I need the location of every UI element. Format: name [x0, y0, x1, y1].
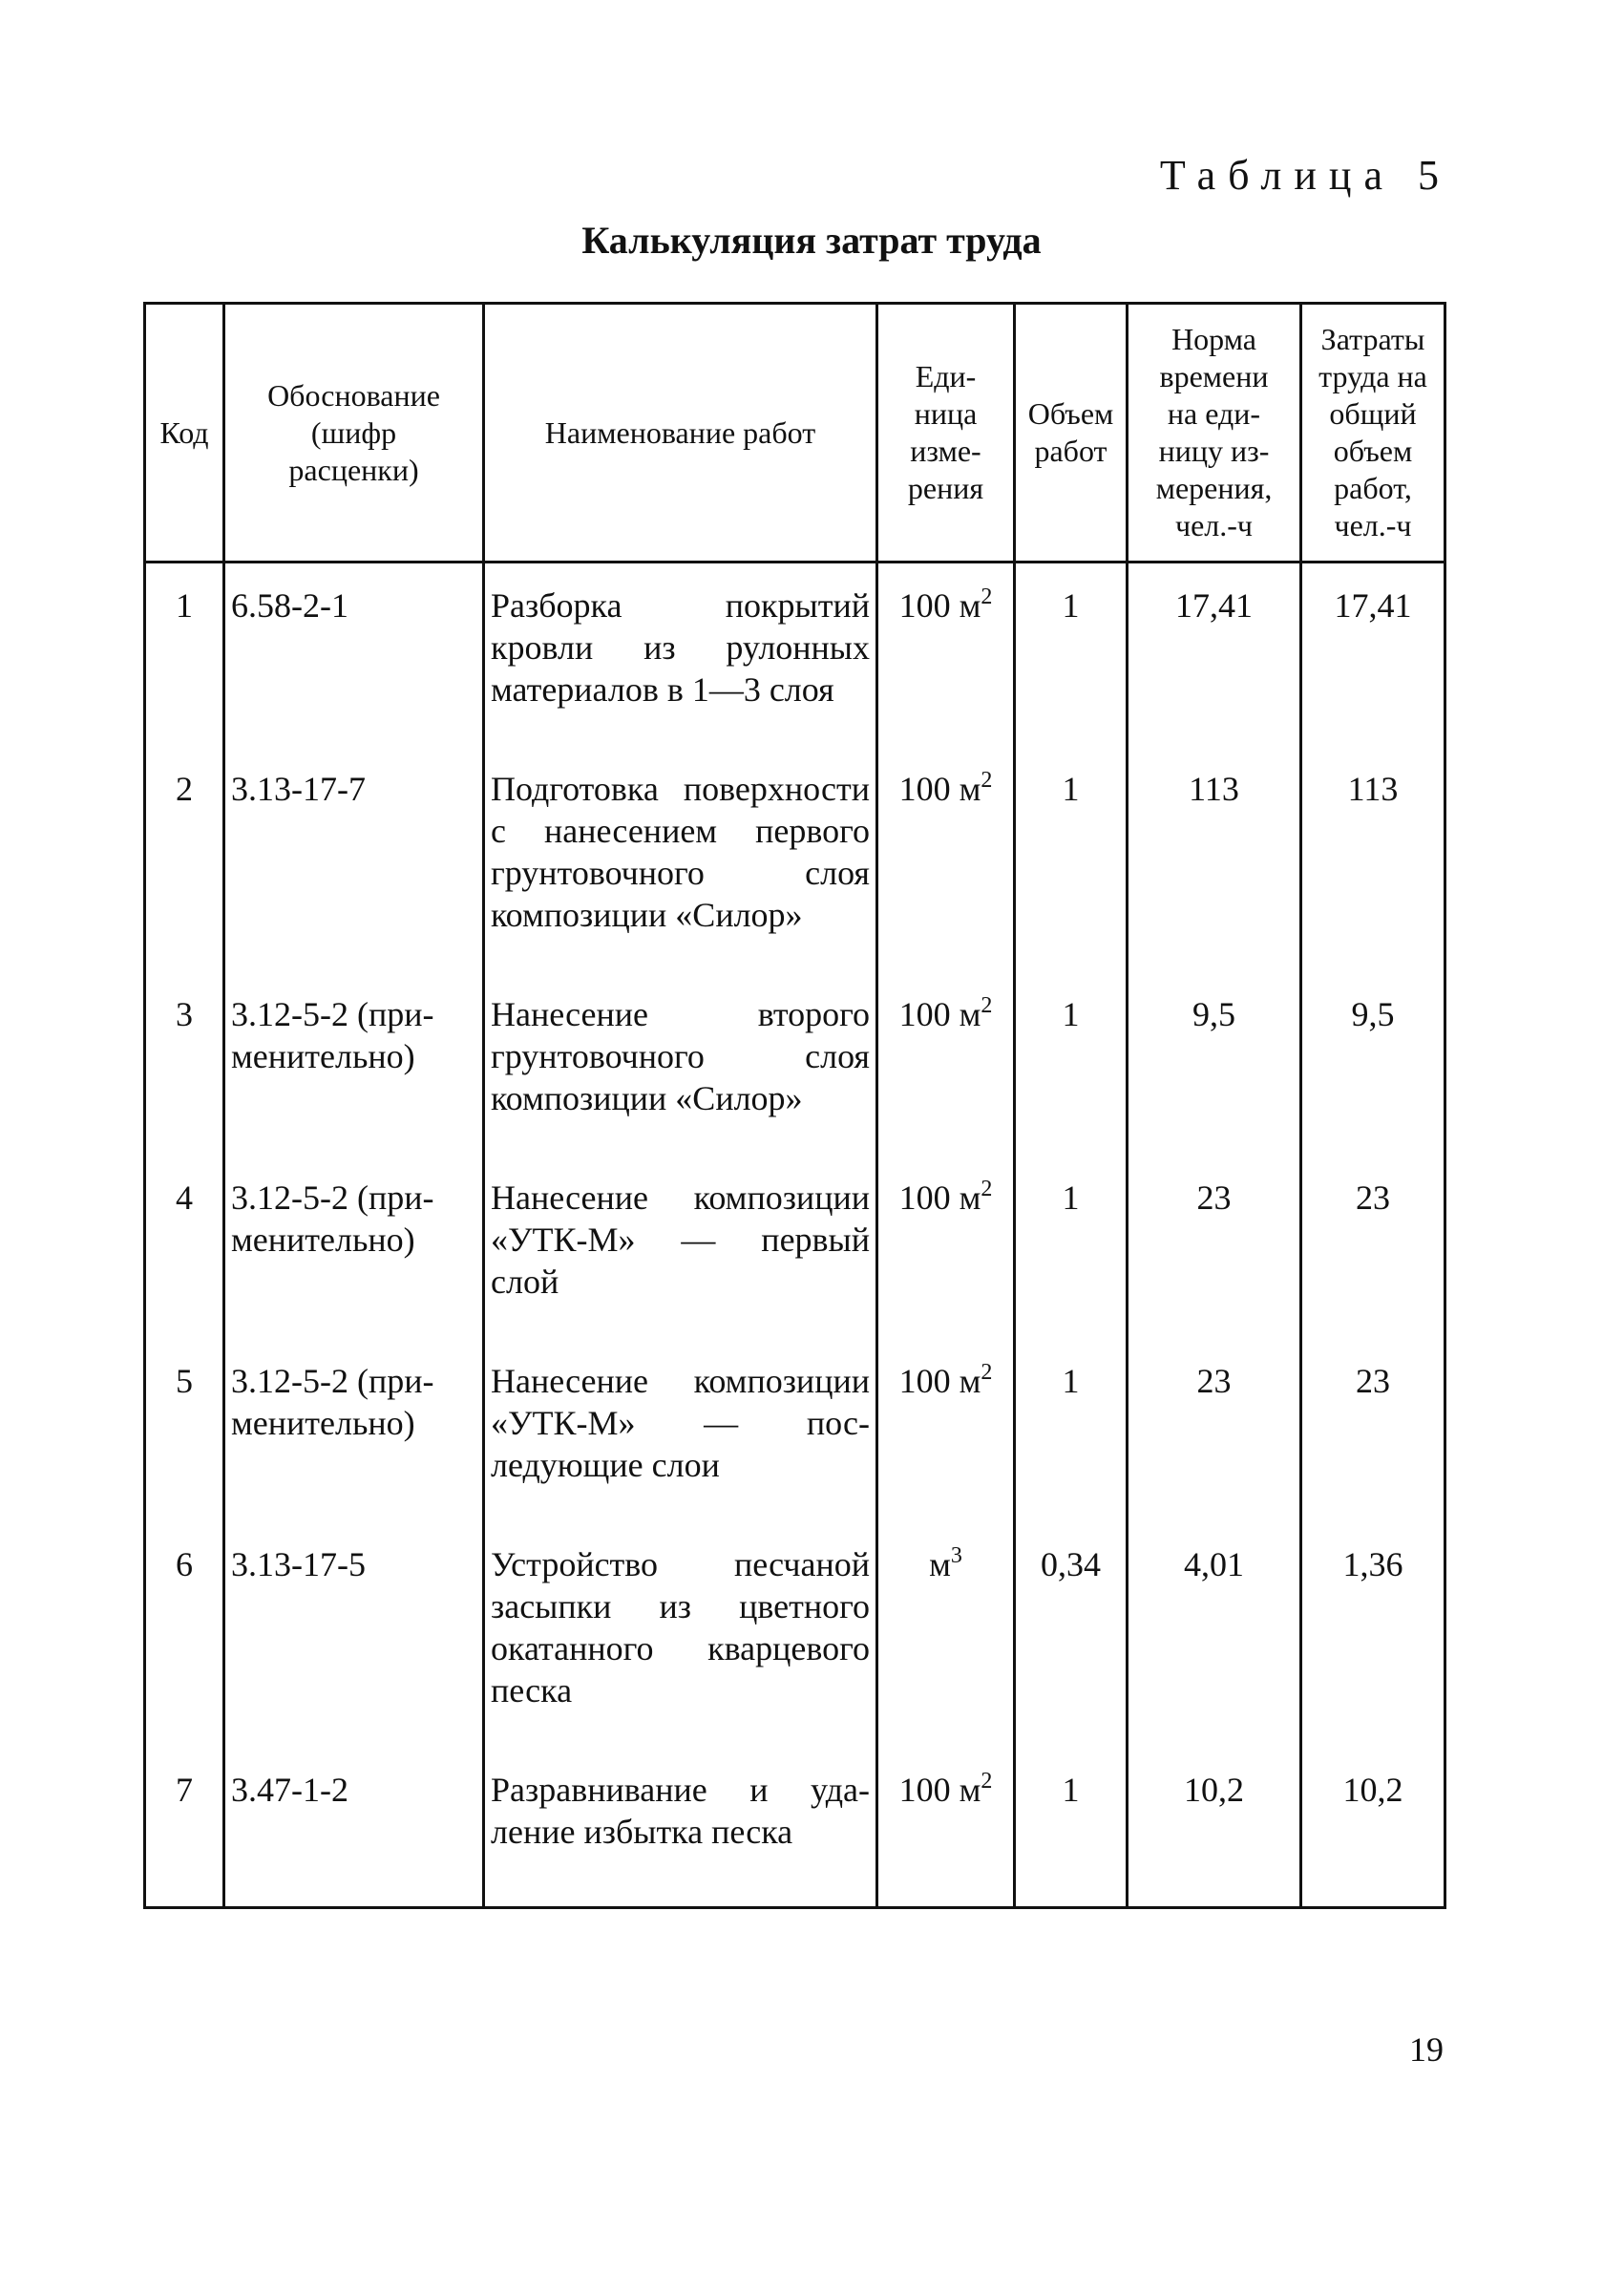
- page-number: 19: [1409, 2030, 1444, 2069]
- unit-exponent: 2: [981, 768, 993, 793]
- row-labor-total: 17,41: [1301, 563, 1445, 748]
- header-labor-total: Затраты труда на общий объем работ, чел.-ч: [1301, 304, 1445, 563]
- row-time-norm: 9,5: [1128, 972, 1301, 1156]
- row-unit: [877, 1522, 1015, 1748]
- row-work-name: Разравнивание и удаление избытка песка: [484, 1748, 877, 1908]
- row-code: 6.58-2-1: [224, 563, 484, 748]
- row-volume: 1: [1015, 972, 1128, 1156]
- row-code: 3.12-5-2 (применительно): [224, 1339, 484, 1522]
- header-code: Код: [145, 304, 224, 563]
- row-unit: [877, 1156, 1015, 1339]
- table-row: [145, 747, 1445, 972]
- row-time-norm: 10,2: [1128, 1748, 1301, 1908]
- row-work-name: Нанесение второго грунтовочного слоя композиции «Силор»: [484, 972, 877, 1156]
- header-justification: Обоснование (шифр расценки): [224, 304, 484, 563]
- row-work-name: Нанесение композиции «УТК-М» — последующие слои: [484, 1339, 877, 1522]
- table-row: [145, 1156, 1445, 1339]
- unit-base: 100 м: [898, 1178, 981, 1217]
- unit-base: 100 м: [898, 1362, 981, 1400]
- unit-base: 100 м: [898, 586, 981, 625]
- header-volume: Объем работ: [1015, 304, 1128, 563]
- row-number: 2: [145, 747, 224, 972]
- document-title: Калькуляция затрат труда: [581, 219, 1042, 262]
- table-label: Таблица 5: [1159, 152, 1451, 199]
- row-time-norm: 23: [1128, 1156, 1301, 1339]
- row-volume: 1: [1015, 747, 1128, 972]
- unit-exponent: 3: [950, 1543, 962, 1568]
- row-unit: [877, 747, 1015, 972]
- header-work-name: Наименование работ: [484, 304, 877, 563]
- row-work-name: Разборка покрытий кровли из рулонных материалов в 1—3 слоя: [484, 563, 877, 748]
- table-row: [145, 563, 1445, 748]
- row-labor-total: 113: [1301, 747, 1445, 972]
- unit-base: 100 м: [898, 770, 981, 808]
- row-labor-total: 23: [1301, 1339, 1445, 1522]
- row-unit: [877, 563, 1015, 748]
- row-code: 3.12-5-2 (применительно): [224, 972, 484, 1156]
- row-code: 3.47-1-2: [224, 1748, 484, 1908]
- table-row: [145, 1339, 1445, 1522]
- row-work-name: Устройство песчаной засыпки из цветного окатанного кварцевого песка: [484, 1522, 877, 1748]
- unit-exponent: 2: [981, 1769, 993, 1794]
- unit-base: м: [929, 1545, 951, 1583]
- row-time-norm: 4,01: [1128, 1522, 1301, 1748]
- row-labor-total: 10,2: [1301, 1748, 1445, 1908]
- row-code: 3.13-17-7: [224, 747, 484, 972]
- table-row: [145, 1522, 1445, 1748]
- unit-base: 100 м: [898, 1771, 981, 1809]
- row-number: 4: [145, 1156, 224, 1339]
- row-work-name: Нанесение композиции «УТК-М» — первый слой: [484, 1156, 877, 1339]
- row-number: 6: [145, 1522, 224, 1748]
- row-unit: [877, 1339, 1015, 1522]
- header-unit: Еди- ница изме- рения: [877, 304, 1015, 563]
- row-labor-total: 23: [1301, 1156, 1445, 1339]
- row-volume: 1: [1015, 1748, 1128, 1908]
- unit-exponent: 2: [981, 584, 993, 609]
- table-row: [145, 972, 1445, 1156]
- labor-cost-table: [143, 302, 1446, 1909]
- row-number: 7: [145, 1748, 224, 1908]
- row-time-norm: 17,41: [1128, 563, 1301, 748]
- row-number: 1: [145, 563, 224, 748]
- row-work-name: Подготовка поверхности с нанесением первого грунтовочного слоя композиции «Силор»: [484, 747, 877, 972]
- row-unit: [877, 1748, 1015, 1908]
- unit-exponent: 2: [981, 1177, 993, 1201]
- unit-exponent: 2: [981, 1360, 993, 1385]
- row-number: 5: [145, 1339, 224, 1522]
- table-row: [145, 1748, 1445, 1908]
- row-code: 3.13-17-5: [224, 1522, 484, 1748]
- row-volume: 1: [1015, 563, 1128, 748]
- row-code: 3.12-5-2 (применительно): [224, 1156, 484, 1339]
- row-labor-total: 1,36: [1301, 1522, 1445, 1748]
- row-labor-total: 9,5: [1301, 972, 1445, 1156]
- header-time-norm: Норма времени на еди- ницу из- мерения, чел.-ч: [1128, 304, 1301, 563]
- row-volume: 1: [1015, 1156, 1128, 1339]
- row-time-norm: 23: [1128, 1339, 1301, 1522]
- row-number: 3: [145, 972, 224, 1156]
- unit-base: 100 м: [898, 995, 981, 1033]
- row-unit: [877, 972, 1015, 1156]
- table-header-row: [145, 304, 1445, 563]
- row-time-norm: 113: [1128, 747, 1301, 972]
- row-volume: 1: [1015, 1339, 1128, 1522]
- row-volume: 0,34: [1015, 1522, 1128, 1748]
- unit-exponent: 2: [981, 993, 993, 1018]
